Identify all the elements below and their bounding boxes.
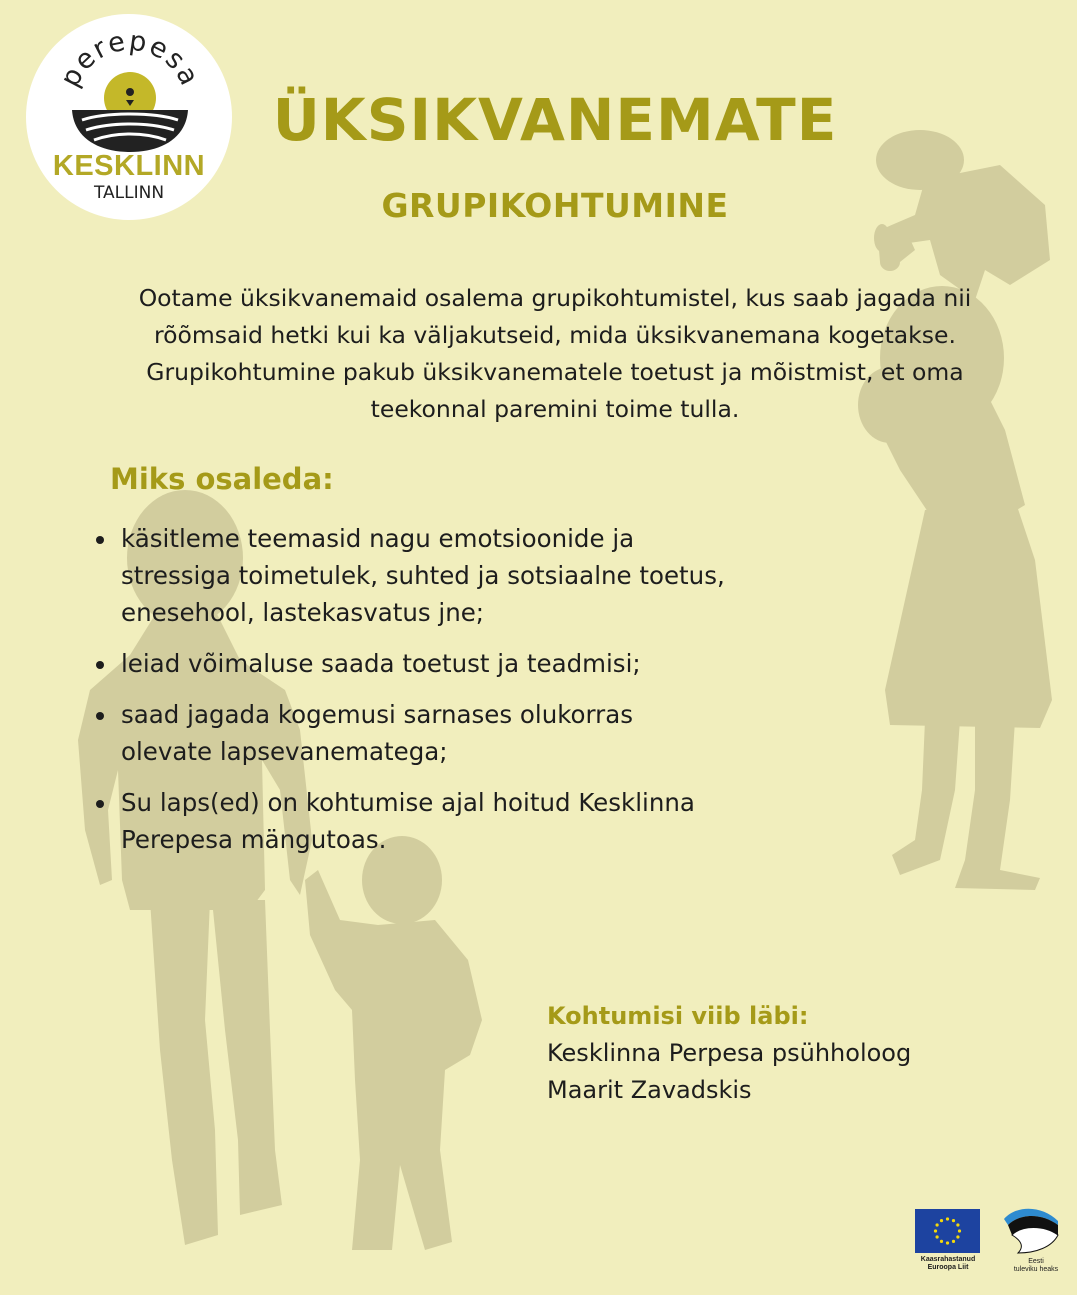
reason-item [88, 696, 808, 770]
host-role: Kesklinna Perpesa psühholoog [547, 1039, 912, 1067]
reason-line: käsitleme teemasid nagu emotsioonide ja [121, 524, 635, 553]
reason-item [88, 784, 808, 858]
logo-subtitle: TALLINN [93, 183, 165, 203]
reason-line: olevate lapsevanematega; [121, 737, 448, 766]
eu-flag-icon [915, 1209, 980, 1253]
estonia-logo-icon [998, 1205, 1062, 1257]
eu-caption-line: Kaasrahastanud [920, 1256, 976, 1263]
child-silhouette [305, 836, 482, 1250]
intro-line: Grupikohtumine pakub üksikvanematele toetust ja mõistmist, et oma [146, 358, 964, 386]
eu-caption [898, 1256, 998, 1272]
intro-line: Ootame üksikvanemaid osalema grupikohtumistel, kus saab jagada nii [138, 284, 972, 312]
reason-line: leiad võimaluse saada toetust ja teadmisi; [121, 649, 641, 678]
mother-child-silhouette [858, 130, 1052, 890]
eu-caption-line: Euroopa Liit [927, 1264, 969, 1271]
host-heading: Kohtumisi viib läbi: [547, 1002, 809, 1030]
logo-city: KESKLINN [52, 150, 206, 182]
estonia-caption-line: tuleviku heaks [1013, 1266, 1059, 1273]
estonia-caption-line: Eesti [1028, 1258, 1044, 1265]
host-name: Maarit Zavadskis [547, 1076, 752, 1104]
intro-line: rõõmsaid hetki kui ka väljakutseid, mida üksikvanemana kogetakse. [154, 321, 956, 349]
reason-line: Su laps(ed) on kohtumise ajal hoitud Kesklinna [121, 788, 695, 817]
why-heading: Miks osaleda: [110, 462, 334, 496]
reasons-list [88, 520, 808, 872]
page-title: ÜKSIKVANEMATE [272, 86, 838, 154]
page-subtitle: GRUPIKOHTUMINE [381, 186, 729, 225]
perepesa-logo [26, 14, 232, 220]
reason-line: saad jagada kogemusi sarnases olukorras [121, 700, 634, 729]
logo-wordmark: perepesa [54, 25, 206, 92]
reason-line: stressiga toimetulek, suhted ja sotsiaalne toetus, [121, 561, 725, 590]
reason-item [88, 645, 808, 682]
intro-line: teekonnal paremini toime tulla. [370, 395, 740, 423]
reason-line: Perepesa mängutoas. [121, 825, 387, 854]
reason-item [88, 520, 808, 631]
intro-paragraph [40, 280, 1070, 428]
host-block [547, 998, 911, 1109]
estonia-caption [1003, 1258, 1069, 1274]
reason-line: enesehool, lastekasvatus jne; [121, 598, 485, 627]
